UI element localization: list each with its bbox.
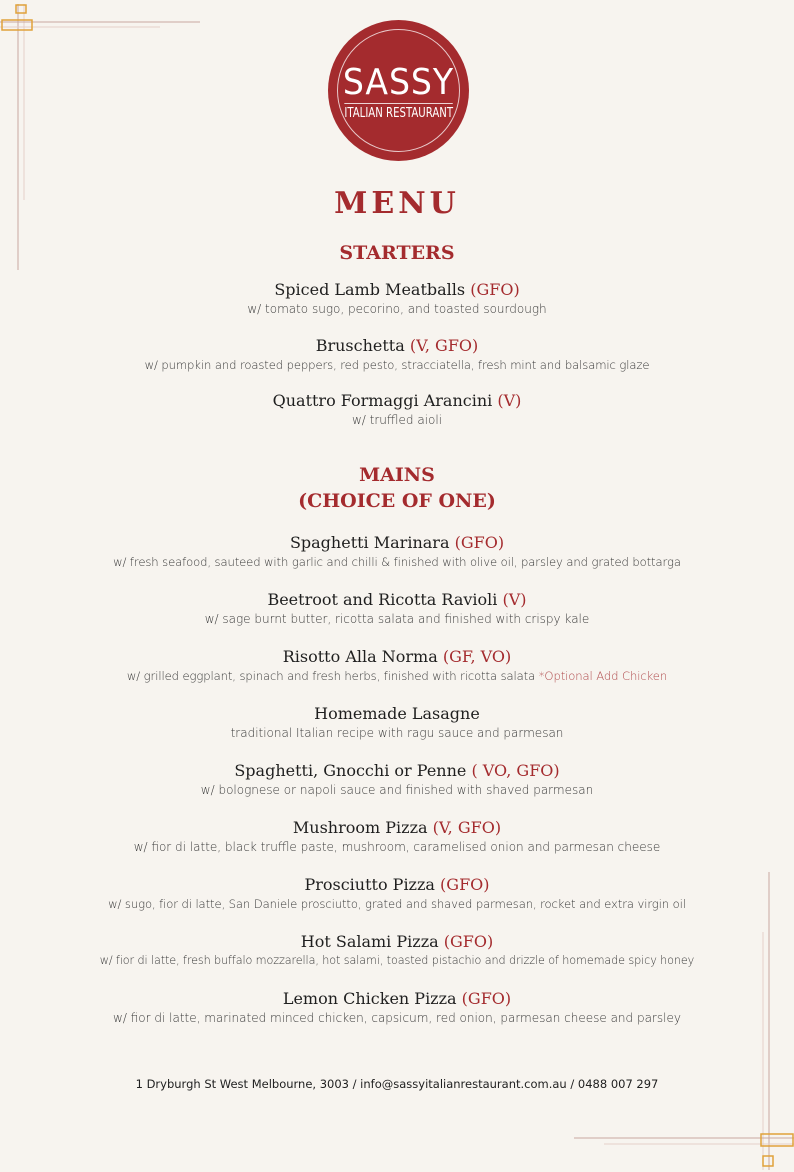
item-description: traditional Italian recipe with ragu sauce and parmesan [230,726,564,740]
item-name: Mushroom Pizza [292,818,428,837]
item-title [0,391,794,411]
item-title [0,590,794,610]
dietary-tags: (GFO) [440,875,490,894]
item-title [0,280,794,300]
dietary-tags: (V, GFO) [409,336,479,355]
section-heading-line: STARTERS [339,242,455,264]
item-name: Hot Salami Pizza [300,932,439,951]
restaurant-logo [328,20,469,161]
item-name: Spaghetti Marinara [289,533,450,552]
menu-item [0,818,794,856]
menu-item [0,391,794,429]
menu-item [0,280,794,318]
section-heading-starters [0,240,794,266]
dietary-tags: ( VO, GFO) [471,761,560,780]
item-description: w/ fior di latte, fresh buffalo mozzarella, hot salami, toasted pistachio and drizzle of homemade spicy honey [99,954,695,967]
dietary-tags: (GFO) [470,280,520,299]
logo-subtitle: ITALIAN RESTAURANT [344,103,453,122]
dietary-tags: (GFO) [454,533,505,552]
item-title [0,761,794,781]
menu-item [0,590,794,628]
item-title [0,932,794,952]
item-description: w/ pumpkin and roasted peppers, red pesto, stracciatella, fresh mint and balsamic glaze [144,358,650,372]
item-description: w/ sage burnt butter, ricotta salata and finished with crispy kale [204,612,590,626]
item-description: w/ sugo, fior di latte, San Daniele prosciutto, grated and shaved parmesan, rocket and extra virgin oil [108,897,686,911]
item-name: Spiced Lamb Meatballs [274,280,466,299]
item-name: Bruschetta [315,336,405,355]
item-description: w/ truffled aioli [351,413,443,427]
item-description-text: w/ grilled eggplant, spinach and fresh herbs, finished with ricotta salata [126,669,536,683]
contact-footer: 1 Dryburgh St West Melbourne, 3003 / info@sassyitalianrestaurant.com.au / 0488 007 297 [135,1077,659,1091]
menu-item [0,533,794,571]
dietary-tags: (GF, VO) [442,647,512,666]
item-description: w/ fior di latte, black truffle paste, mushroom, caramelised onion and parmesan cheese [133,840,661,854]
dietary-tags: (V, GFO) [432,818,502,837]
item-description: w/ fior di latte, marinated minced chicken, capsicum, red onion, parmesan cheese and parsley [113,1011,681,1025]
item-name: Quattro Formaggi Arancini [272,391,493,410]
item-description: w/ bolognese or napoli sauce and finished with shaved parmesan [200,783,594,797]
item-name: Beetroot and Ricotta Ravioli [267,590,498,609]
corner-frame-top-left [0,0,210,280]
logo-name: SASSY [342,62,455,103]
item-note: *Optional Add Chicken [538,669,668,683]
item-title [0,647,794,667]
section-heading-mains [0,462,794,514]
dietary-tags: (GFO) [461,989,512,1008]
menu-item [0,875,794,913]
dietary-tags: (V) [497,391,522,410]
item-title [0,818,794,838]
item-name: Spaghetti, Gnocchi or Penne [234,761,467,780]
menu-item [0,336,794,374]
item-description: w/ tomato sugo, pecorino, and toasted sourdough [247,302,547,316]
item-description [0,667,794,685]
menu-item [0,932,794,970]
menu-title: MENU [334,186,460,221]
menu-item [0,647,794,685]
dietary-tags: (GFO) [443,932,494,951]
item-title [0,533,794,553]
item-title [0,336,794,356]
item-description: w/ fresh seafood, sauteed with garlic and chilli & finished with olive oil, parsley and grated bottarga [113,555,681,569]
item-name: Lemon Chicken Pizza [282,989,457,1008]
menu-item [0,704,794,742]
menu-item [0,989,794,1027]
menu-item [0,761,794,799]
item-name: Homemade Lasagne [314,704,480,723]
item-title [0,989,794,1009]
section-heading-line: MAINS [359,464,435,486]
section-heading-line: (CHOICE OF ONE) [298,490,496,512]
item-name: Risotto Alla Norma [282,647,438,666]
item-title [0,875,794,895]
item-title [0,704,794,724]
dietary-tags: (V) [502,590,527,609]
item-name: Prosciutto Pizza [304,875,435,894]
